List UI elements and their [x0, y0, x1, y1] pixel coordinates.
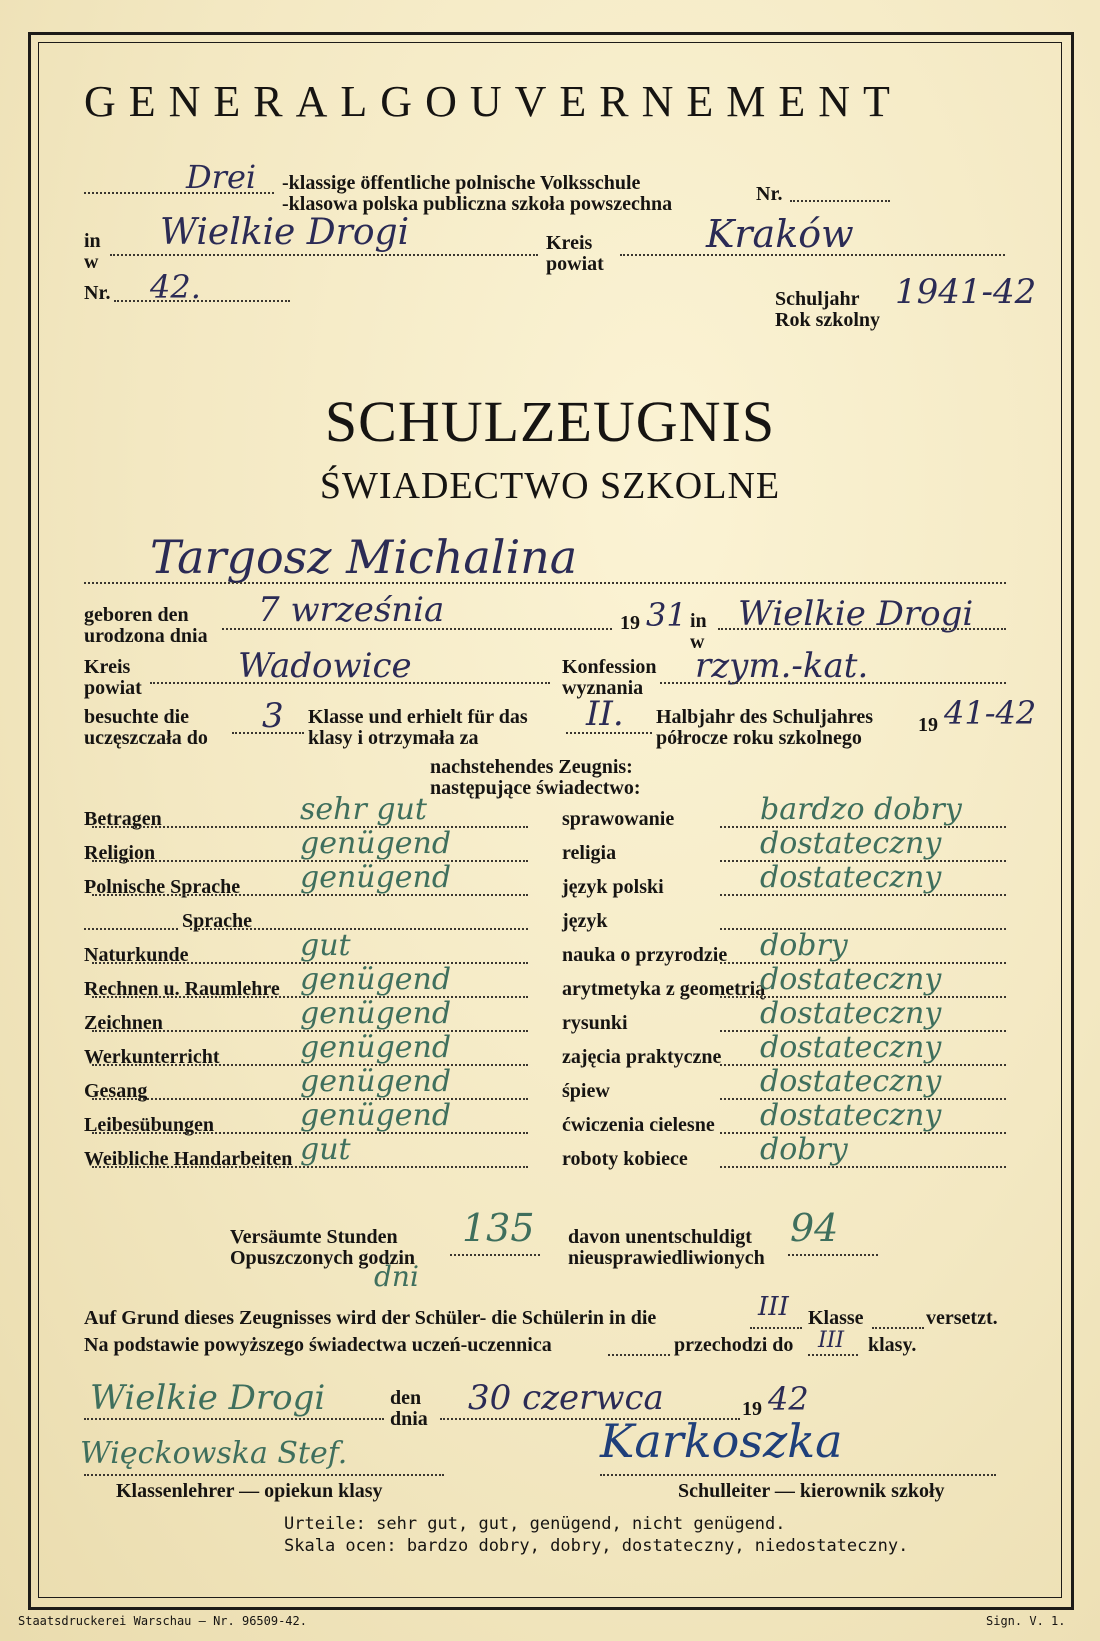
grade-pl: dostateczny [760, 1098, 942, 1133]
school-number: 42. [150, 268, 201, 306]
subject-de: Religion [84, 842, 156, 864]
grade-de: genügend [300, 1064, 452, 1099]
birth-in-de: in [690, 610, 707, 632]
birth-in-pl: w [690, 631, 705, 653]
subject-pl: roboty kobiece [562, 1148, 688, 1170]
promotion-class-de-line [750, 1327, 802, 1329]
subject-de: Weibliche Handarbeiten [84, 1148, 293, 1170]
subject-pl: religia [562, 842, 617, 864]
konfession-pl: wyznania [562, 677, 644, 699]
teacher-name: Więckowska Stef. [80, 1436, 348, 1471]
grade-pl: dobry [760, 1132, 848, 1167]
promotion-pl-c: klasy. [868, 1334, 917, 1356]
klasse-pl: klasy i otrzymała za [308, 727, 479, 749]
grade-de: genügend [300, 962, 452, 997]
halbjahr-de: Halbjahr des Schuljahres [656, 706, 874, 728]
school-year: 1941-42 [895, 272, 1037, 312]
missed-pl: Opuszczonych godzin [230, 1247, 416, 1269]
legend-de: Urteile: sehr gut, gut, genügend, nicht genügend. [284, 1514, 786, 1534]
pupil-class: 3 [262, 696, 284, 736]
title-de: SCHULZEUGNIS [324, 389, 776, 454]
promotion-pl-dots [608, 1354, 670, 1356]
header-title: GENERALGOUVERNEMENT [84, 77, 903, 126]
pupil-district-line [150, 682, 550, 684]
birth-year: 31 [646, 596, 687, 634]
missed-de: Versäumte Stunden [230, 1226, 398, 1248]
subject-de: Polnische Sprache [84, 876, 241, 898]
title-pl: ŚWIADECTWO SZKOLNE [319, 465, 781, 507]
school-nr-line [790, 200, 890, 202]
zeugnis-de: nachstehendes Zeugnis: [430, 756, 633, 778]
date-year: 42 [768, 1380, 809, 1418]
subject-pl: język polski [562, 876, 664, 898]
date-den: den [390, 1387, 422, 1409]
promotion-de-a: Auf Grund dieses Zeugnisses wird der Schüler- die Schülerin in die [84, 1307, 657, 1329]
grade-pl: dostateczny [760, 826, 942, 861]
halbjahr-pl: półrocze roku szkolnego [656, 727, 862, 749]
grade-pl: dostateczny [760, 962, 942, 997]
pupil-name-line [84, 582, 1006, 584]
school-nr-label: Nr. [756, 183, 783, 205]
promotion-class-de: III [758, 1292, 789, 1322]
subject-pl: rysunki [562, 1012, 628, 1034]
birth-place: Wielkie Drogi [738, 594, 974, 634]
promotion-pl-b: przechodzi do [674, 1334, 794, 1356]
school-kreis-de: Kreis [546, 232, 593, 254]
pupil-kreis-de: Kreis [84, 656, 131, 678]
school-place-line [110, 254, 538, 256]
principal-line [600, 1474, 996, 1476]
school-district-line [620, 254, 1005, 256]
school-label-pl: -klasowa polska publiczna szkoła powszechna [282, 193, 673, 215]
footer-printer: Staatsdruckerei Warschau — Nr. 96509-42. [18, 1614, 307, 1628]
subject-pl: ćwiczenia cielesne [562, 1114, 715, 1136]
school-type-handwritten: Drei [186, 158, 257, 196]
subject-pl: śpiew [562, 1080, 610, 1102]
teacher-label: Klassenlehrer — opiekun klasy [116, 1480, 383, 1502]
subject-pl: arytmetyka z geometrią [562, 978, 766, 1000]
unexcused-line [788, 1254, 878, 1256]
missed-value: 135 [462, 1206, 535, 1250]
grade-de: sehr gut [300, 792, 427, 827]
promotion-de-dots [872, 1327, 924, 1329]
unexcused-de: davon unentschuldigt [568, 1226, 752, 1248]
grade-de: gut [300, 1132, 351, 1167]
birth-date-line [222, 628, 612, 630]
school-type-line [84, 192, 274, 194]
date-dnia: dnia [390, 1408, 428, 1430]
subject-de: Gesang [84, 1080, 148, 1102]
grade-de: genügend [300, 1030, 452, 1065]
subject-pl: sprawowanie [562, 808, 675, 830]
schuljahr-de: Schuljahr [775, 288, 860, 310]
teacher-line [84, 1474, 444, 1476]
subject-de: Werkunterricht [84, 1046, 220, 1068]
date-place: Wielkie Drogi [90, 1378, 326, 1418]
grade-pl: dostateczny [760, 996, 942, 1031]
pupil-religion-line [660, 682, 1006, 684]
unexcused-pl: nieusprawiedliwionych [568, 1247, 765, 1269]
semester: II. [586, 694, 624, 734]
subject-de: Rechnen u. Raumlehre [84, 978, 280, 1000]
subject-pl: zajęcia praktyczne [562, 1046, 722, 1068]
date-day: 30 czerwca [468, 1378, 664, 1418]
school-number-label: Nr. [84, 282, 111, 304]
school-in-pl: w [84, 251, 99, 273]
klasse-de: Klasse und erhielt für das [308, 706, 528, 728]
schuljahr-pl: Rok szkolny [775, 309, 881, 331]
subject-de: Naturkunde [84, 944, 189, 966]
school-in-de: in [84, 230, 101, 252]
born-de: geboren den [84, 604, 189, 626]
grade-de: gut [300, 928, 351, 963]
school-kreis-pl: powiat [546, 253, 604, 275]
grade-pl: bardzo dobry [760, 792, 962, 827]
pupil-district: Wadowice [238, 646, 412, 686]
konfession-de: Konfession [562, 656, 657, 678]
school-label-de: -klassige öffentliche polnische Volksschule [282, 172, 641, 194]
born-pl: urodzona dnia [84, 625, 208, 647]
grade-pl: dostateczny [760, 860, 942, 895]
pupil-kreis-pl: powiat [84, 677, 142, 699]
birth-place-line [718, 628, 1006, 630]
subject-de: Sprache [182, 910, 252, 932]
attended-de: besuchte die [84, 706, 189, 728]
school-district: Kraków [706, 212, 854, 256]
semester-line [566, 732, 652, 734]
subject-de: Leibesübungen [84, 1114, 215, 1136]
subject-de-blank [84, 928, 178, 930]
promotion-de-c: versetzt. [926, 1307, 998, 1329]
missed-correction: dni [374, 1260, 419, 1293]
school-place: Wielkie Drogi [160, 212, 410, 253]
grade-de: genügend [300, 860, 452, 895]
footer-sign: Sign. V. 1. [986, 1614, 1066, 1628]
grade-de: genügend [300, 1098, 452, 1133]
grade-pl: dostateczny [760, 1030, 942, 1065]
grade-de: genügend [300, 826, 452, 861]
subject-pl: nauka o przyrodzie [562, 944, 728, 966]
subject-de: Zeichnen [84, 1012, 163, 1034]
subject-de: Betragen [84, 808, 162, 830]
principal-label: Schulleiter — kierownik szkoły [678, 1480, 945, 1502]
school-number-line [114, 300, 290, 302]
attended-pl: uczęszczała do [84, 727, 208, 749]
promotion-pl-a: Na podstawie powyższego świadectwa uczeń-uczennica [84, 1334, 552, 1356]
pupil-name: Targosz Michalina [150, 530, 578, 584]
date-year-prefix: 19 [742, 1398, 762, 1420]
birth-date: 7 września [258, 590, 445, 630]
pupil-religion: rzym.-kat. [695, 646, 869, 686]
birth-year-prefix: 19 [620, 612, 640, 634]
promotion-class-pl: III [818, 1328, 845, 1353]
legend-pl: Skala ocen: bardzo dobry, dobry, dostateczny, niedostateczny. [284, 1536, 909, 1556]
school-year-prefix: 19 [918, 714, 938, 736]
principal-signature: Karkoszka [600, 1414, 843, 1468]
grade-pl: dobry [760, 928, 848, 963]
grade-pl: dostateczny [760, 1064, 942, 1099]
promotion-de-b: Klasse [808, 1307, 864, 1329]
missed-line [450, 1254, 540, 1256]
zeugnis-pl: następujące świadectwo: [430, 777, 641, 799]
grade-de-line [190, 928, 528, 930]
pupil-school-year: 41-42 [944, 694, 1037, 732]
pupil-class-line [232, 732, 304, 734]
unexcused-value: 94 [790, 1206, 839, 1250]
date-place-line [84, 1418, 384, 1420]
grade-de: genügend [300, 996, 452, 1031]
subject-pl: język [562, 910, 608, 932]
promotion-class-pl-line [808, 1354, 858, 1356]
